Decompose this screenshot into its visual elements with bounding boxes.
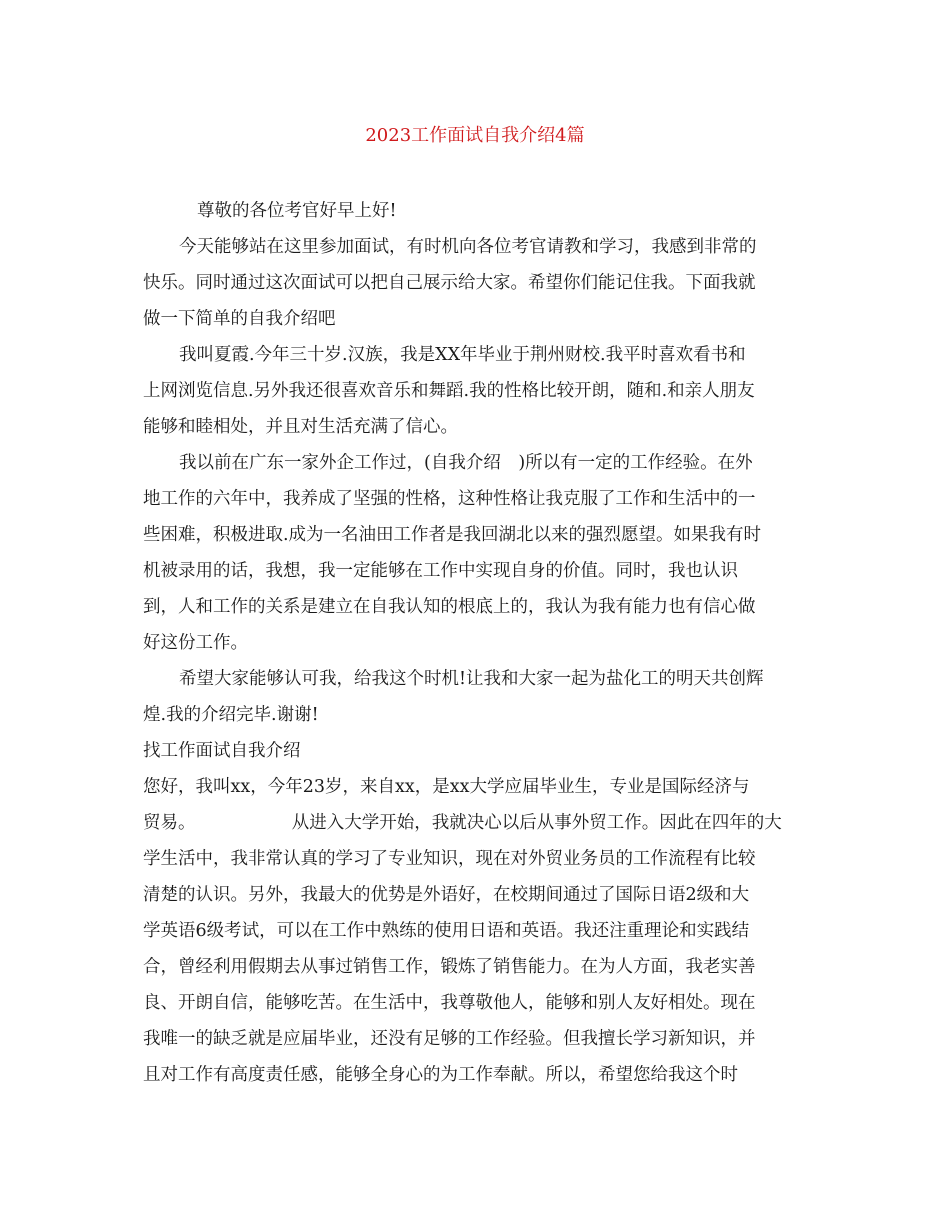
paragraph-line: 您好，我叫xx，今年23岁，来自xx，是xx大学应届毕业生，专业是国际经济与 — [143, 777, 750, 797]
paragraph-line: 我唯一的缺乏就是应届毕业，还没有足够的工作经验。但我擅长学习新知识，并 — [143, 1029, 756, 1049]
paragraph-line: 良、开朗自信，能够吃苦。在生活中，我尊敬他人，能够和别人友好相处。现在 — [143, 993, 756, 1013]
paragraph-line: 到，人和工作的关系是建立在自我认知的根底上的，我认为我有能力也有信心做 — [143, 597, 756, 617]
paragraph-line: 且对工作有高度责任感，能够全身心的为工作奉献。所以，希望您给我这个时 — [143, 1065, 738, 1085]
paragraph-line: 些困难，积极进取.成为一名油田工作者是我回湖北以来的强烈愿望。如果我有时 — [143, 525, 762, 545]
paragraph-line: 清楚的认识。另外，我最大的优势是外语好，在校期间通过了国际日语2级和大 — [143, 885, 750, 905]
paragraph-line: 学生活中，我非常认真的学习了专业知识，现在对外贸业务员的工作流程有比较 — [143, 849, 756, 869]
paragraph-line: 贸易。 从进入大学开始，我就决心以后从事外贸工作。因此在四年的大 — [143, 813, 782, 833]
section-heading: 找工作面试自我介绍 — [143, 741, 301, 761]
paragraph-line: 希望大家能够认可我，给我这个时机!让我和大家一起为盐化工的明天共创辉 — [179, 669, 764, 689]
paragraph-line: 快乐。同时通过这次面试可以把自己展示给大家。希望你们能记住我。下面我就 — [143, 273, 756, 293]
paragraph-line: 能够和睦相处，并且对生活充满了信心。 — [143, 417, 458, 437]
paragraph-line: 煌.我的介绍完毕.谢谢! — [143, 705, 319, 725]
paragraph-line: 我叫夏霞.今年三十岁.汉族，我是XX年毕业于荆州财校.我平时喜欢看书和 — [179, 345, 746, 365]
paragraph-line: 上网浏览信息.另外我还很喜欢音乐和舞蹈.我的性格比较开朗，随和.和亲人朋友 — [143, 381, 755, 401]
paragraph-line: 我以前在广东一家外企工作过，(自我介绍 )所以有一定的工作经验。在外 — [179, 453, 753, 473]
document-title: 2023工作面试自我介绍4篇 — [365, 125, 585, 146]
paragraph-line: 地工作的六年中，我养成了坚强的性格，这种性格让我克服了工作和生活中的一 — [143, 489, 756, 509]
paragraph-line: 机被录用的话，我想，我一定能够在工作中实现自身的价值。同时，我也认识 — [143, 561, 738, 581]
paragraph-line: 学英语6级考试，可以在工作中熟练的使用日语和英语。我还注重理论和实践结 — [143, 921, 750, 941]
paragraph-line: 做一下简单的自我介绍吧 — [143, 309, 336, 329]
paragraph-line: 今天能够站在这里参加面试，有时机向各位考官请教和学习，我感到非常的 — [179, 237, 757, 257]
paragraph-line: 好这份工作。 — [143, 633, 248, 653]
greeting-line: 尊敬的各位考官好早上好! — [197, 201, 397, 221]
paragraph-line: 合，曾经利用假期去从事过销售工作，锻炼了销售能力。在为人方面，我老实善 — [143, 957, 756, 977]
